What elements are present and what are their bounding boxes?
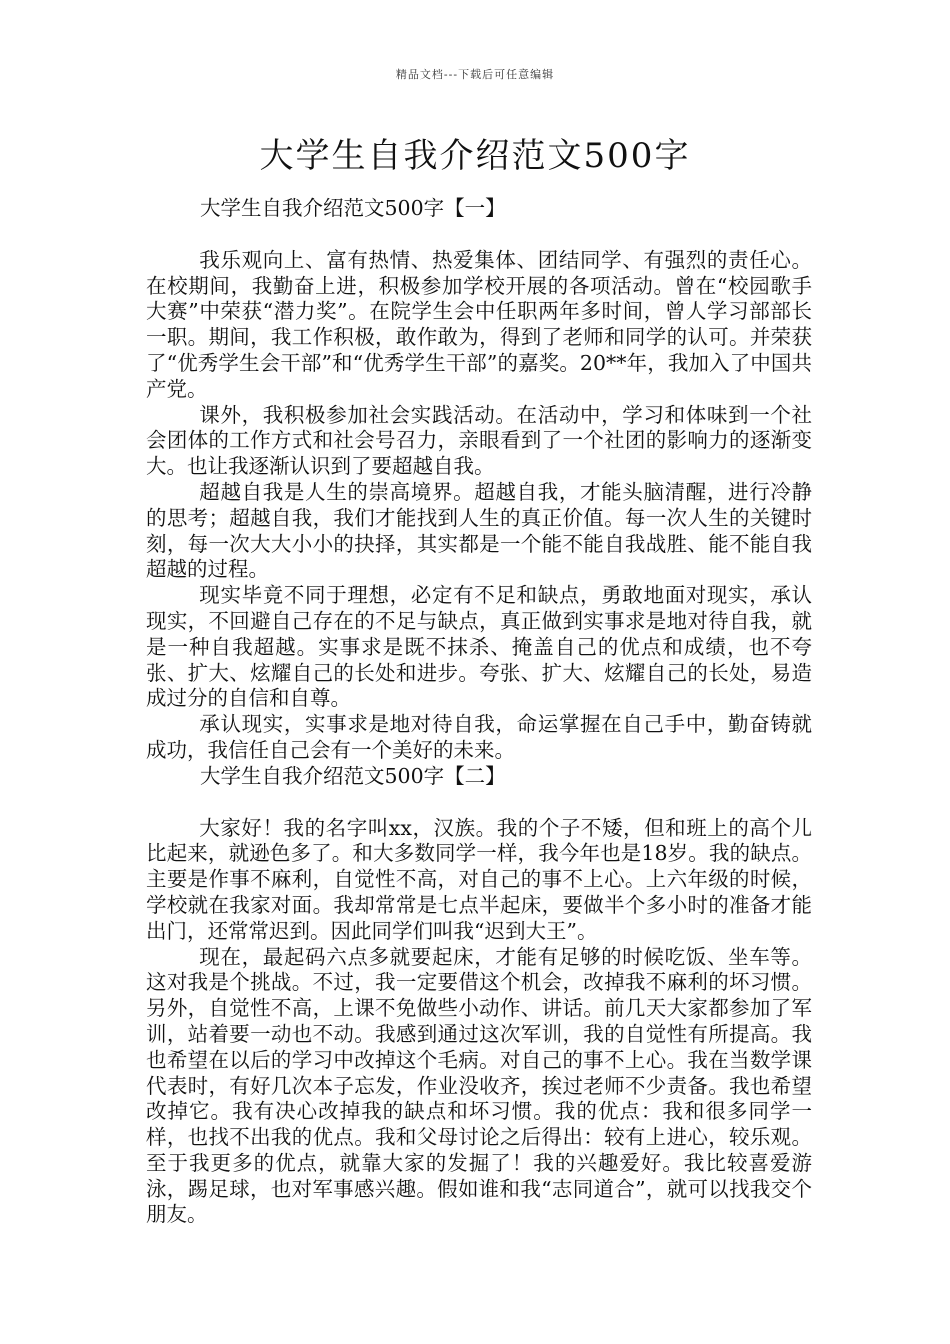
section1-paragraph-5: 承认现实，实事求是地对待自我，命运掌握在自己手中，勤奋铸就成功，我信任自己会有一个美好的未来。 [146,712,812,762]
section-heading-2: 大学生自我介绍范文500字【二】 [200,763,506,788]
section-heading-1: 大学生自我介绍范文500字【一】 [200,196,506,220]
section2-paragraph-1: 大家好！我的名字叫xx，汉族。我的个子不矮，但和班上的高个儿比起来，就逊色多了。和大多数同学一样，我今年也是18岁。我的缺点。主要是作事不麻利，自觉性不高，对自己的事不上心。上六年级的时候，学校就在我家对面。我却常常是七点半起床，要做半个多小时的准备才能出门，还常常迟到。因此同学们叫我“迟到大王”。 [146,815,812,943]
header-note: 精品文档---下载后可任意编辑 [395,68,555,81]
document-body [146,196,812,1228]
section1-paragraph-4: 现实毕竟不同于理想，必定有不足和缺点，勇敢地面对现实，承认现实，不回避自己存在的不足与缺点，真正做到实事求是地对待自我，就是一种自我超越。实事求是既不抹杀、掩盖自己的优点和成绩，也不夸张、扩大、炫耀自己的长处和进步。夸张、扩大、炫耀自己的长处，易造成过分的自信和自尊。 [146,583,812,711]
section1-paragraph-3: 超越自我是人生的崇高境界。超越自我，才能头脑清醒，进行冷静的思考；超越自我，我们才能找到人生的真正价值。每一次人生的关键时刻，每一次大大小小的抉择，其实都是一个能不能自我战胜、能不能自我超越的过程。 [146,479,812,582]
document-title: 大学生自我介绍范文500字 [259,136,691,176]
section1-paragraph-1: 我乐观向上、富有热情、热爱集体、团结同学、有强烈的责任心。在校期间，我勤奋上进，积极参加学校开展的各项活动。曾在“校园歌手大赛”中荣获“潜力奖”。在院学生会中任职两年多时间，曾人学习部部长一职。期间，我工作积极，敢作敢为，得到了老师和同学的认可。并荣获了“优秀学生会干部”和“优秀学生干部”的嘉奖。20**年，我加入了中国共产党。 [146,247,812,401]
section2-paragraph-2: 现在，最起码六点多就要起床，才能有足够的时候吃饭、坐车等。这对我是个挑战。不过，我一定要借这个机会，改掉我不麻利的坏习惯。另外，自觉性不高，上课不免做些小动作、讲话。前几天大家都参加了军训，站着要一动也不动。我感到通过这次军训，我的自觉性有所提高。我也希望在以后的学习中改掉这个毛病。对自己的事不上心。我在当数学课代表时，有好几次本子忘发，作业没收齐，挨过老师不少责备。我也希望改掉它。我有决心改掉我的缺点和坏习惯。我的优点：我和很多同学一样，也找不出我的优点。我和父母讨论之后得出：较有上进心，较乐观。至于我更多的优点，就靠大家的发掘了！我的兴趣爱好。我比较喜爱游泳，踢足球，也对军事感兴趣。假如谁和我“志同道合”，就可以找我交个朋友。 [146,944,812,1227]
section1-paragraph-2: 课外，我积极参加社会实践活动。在活动中，学习和体味到一个社会团体的工作方式和社会号召力，亲眼看到了一个社团的影响力的逐渐变大。也让我逐渐认识到了要超越自我。 [146,402,812,479]
